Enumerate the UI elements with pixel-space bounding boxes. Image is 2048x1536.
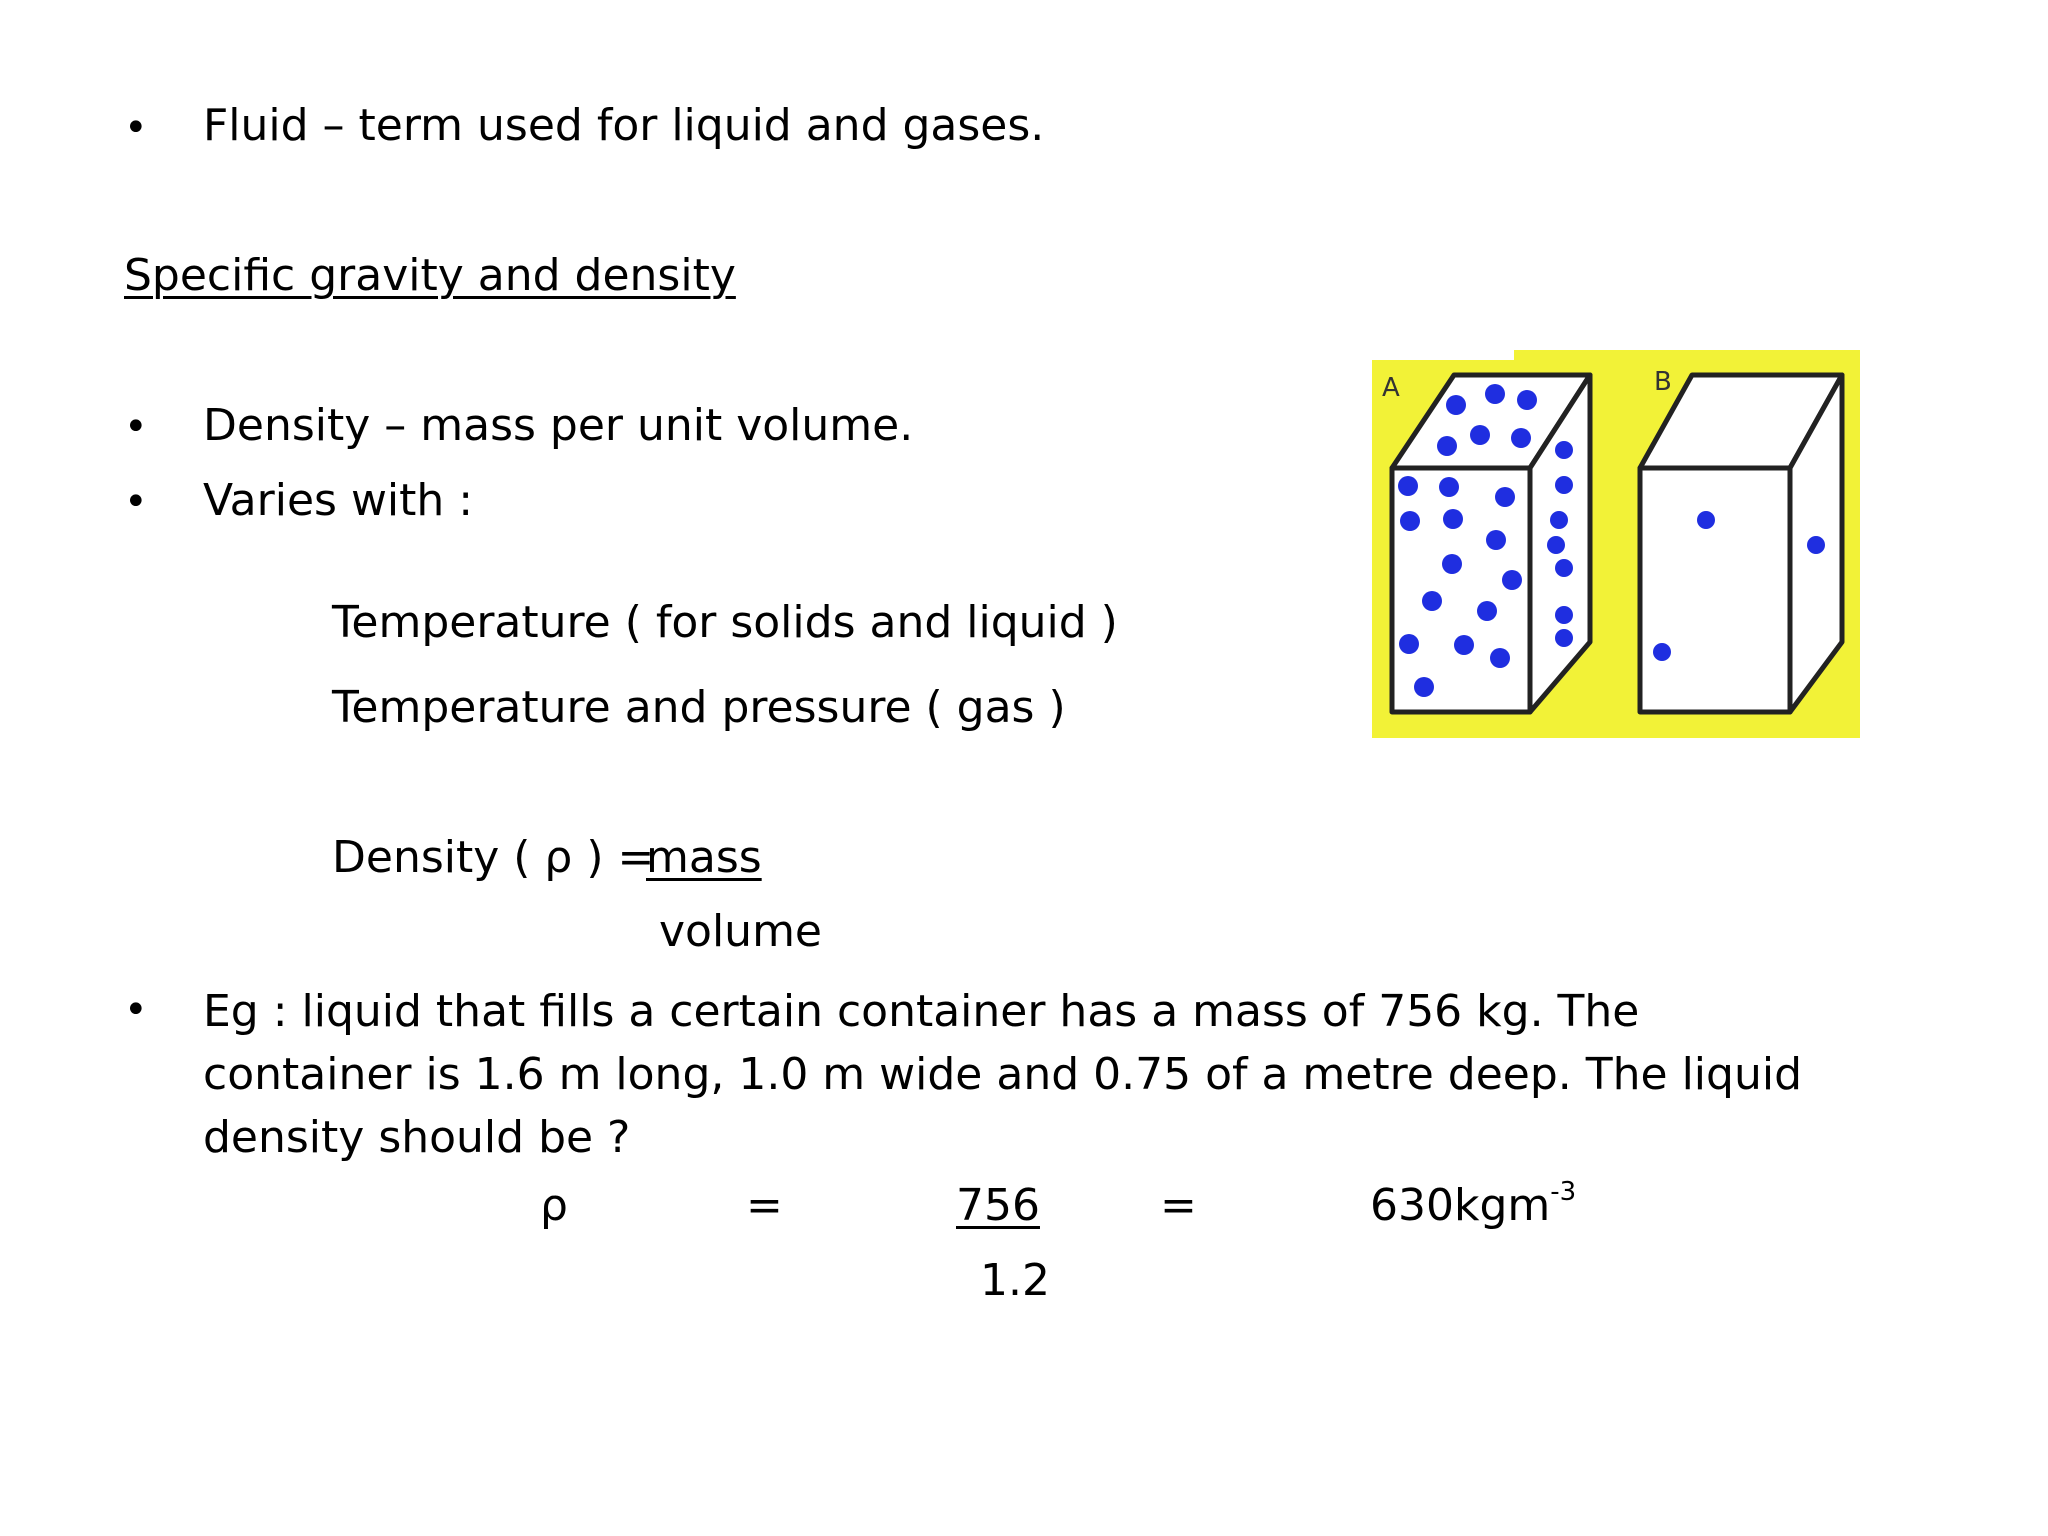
calc-numerator: 756 (956, 1180, 1040, 1231)
formula-lhs: Density ( ρ ) = (332, 832, 655, 883)
section-heading: Specific gravity and density (124, 250, 736, 301)
bullet-marker: • (124, 105, 148, 151)
bullet-marker: • (124, 404, 148, 450)
calc-equals-1: = (746, 1180, 783, 1231)
example-problem: Eg : liquid that fills a certain container has a mass of 756 kg. The container is 1.6 m long, 1.0 m wide and 0.75 of a metre deep. The liquid density should be ? (203, 986, 1802, 1163)
calc-rho: ρ (540, 1180, 568, 1231)
calc-equals-2: = (1160, 1180, 1197, 1231)
varies-item-solids-liquid: Temperature ( for solids and liquid ) (332, 597, 1118, 648)
calc-result-value: 630kgm (1370, 1180, 1551, 1231)
formula-numerator: mass (646, 832, 762, 883)
fluid-definition: Fluid – term used for liquid and gases. (203, 100, 1045, 151)
varies-with: Varies with : (203, 475, 474, 526)
density-definition: Density – mass per unit volume. (203, 400, 914, 451)
bullet-marker: • (124, 987, 148, 1033)
density-boxes-figure (1372, 350, 1860, 740)
calc-result-exponent: -3 (1550, 1177, 1577, 1208)
box-b-label: B (1654, 367, 1672, 397)
formula-denominator: volume (659, 906, 823, 957)
figure-background-notch (1514, 350, 1860, 364)
box-a-label: A (1382, 373, 1400, 403)
bullet-marker: • (124, 479, 148, 525)
varies-item-gas: Temperature and pressure ( gas ) (332, 682, 1066, 733)
calc-result (1370, 1177, 1577, 1233)
calc-denominator: 1.2 (980, 1255, 1050, 1306)
